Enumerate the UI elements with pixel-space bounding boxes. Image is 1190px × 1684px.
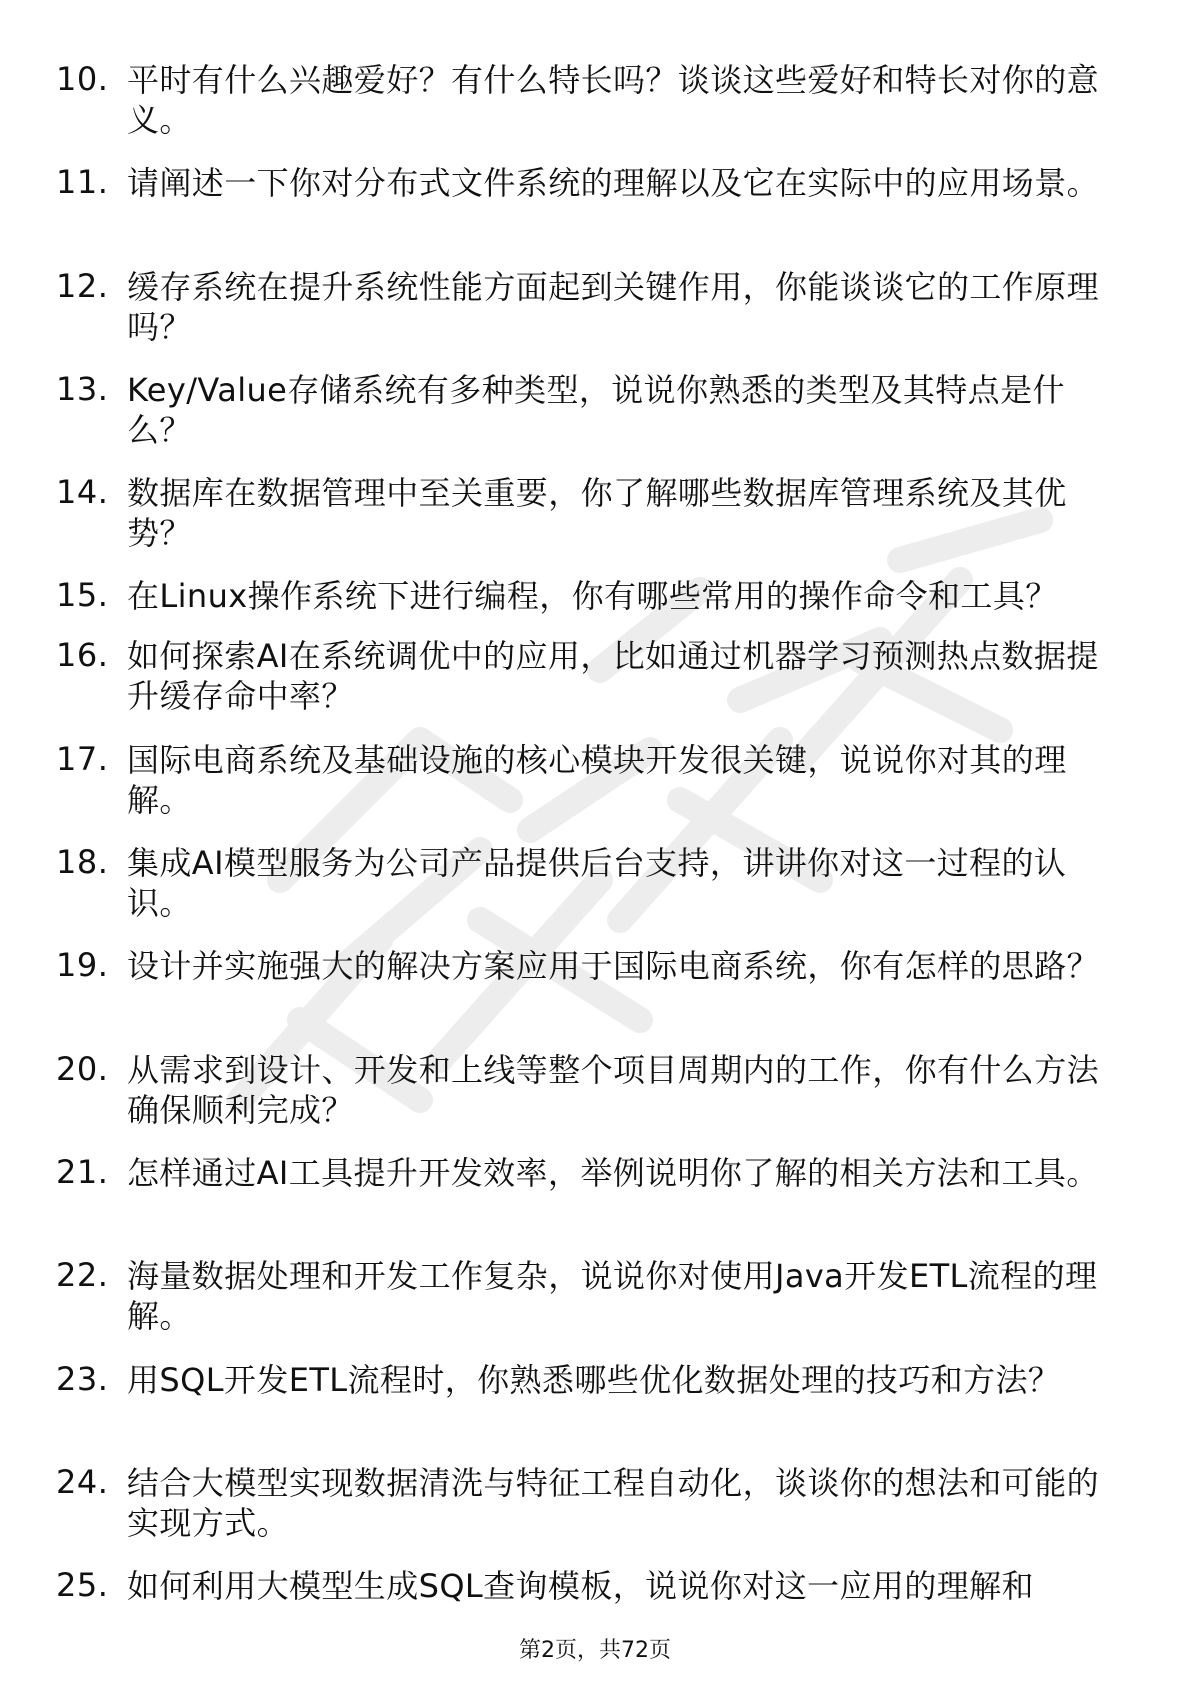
question-list [0,48,1190,1614]
question-text: Key/Value存储系统有多种类型，说说你熟悉的类型及其特点是什么？ [127,370,1065,449]
question-number: 14. [56,473,109,512]
question-item [0,831,1190,934]
question-number: 22. [56,1256,109,1295]
question-item [0,564,1190,624]
question-item [0,255,1190,358]
question-text: 设计并实施强大的解决方案应用于国际电商系统，你有怎样的思路？ [127,947,1100,986]
question-item [0,48,1190,151]
question-item [0,1554,1190,1614]
question-number: 19. [56,946,109,985]
question-text: 从需求到设计、开发和上线等整个项目周期内的工作，你有什么方法确保顺利完成？ [127,1050,1100,1129]
question-number: 23. [56,1359,109,1398]
question-item [0,1141,1190,1244]
question-item [0,1038,1190,1141]
question-item [0,1348,1190,1451]
question-number: 25. [56,1566,109,1605]
question-text: 海量数据处理和开发工作复杂，说说你对使用Java开发ETL流程的理解。 [127,1257,1098,1336]
question-text: 用SQL开发ETL流程时，你熟悉哪些优化数据处理的技巧和方法？ [127,1360,1061,1399]
question-text: 数据库在数据管理中至关重要，你了解哪些数据库管理系统及其优势？ [127,474,1067,553]
question-number: 13. [56,369,109,408]
question-item [0,1451,1190,1554]
question-number: 10. [56,60,109,98]
page-number-footer: 第2页，共72页 [519,1638,671,1663]
question-text: 国际电商系统及基础设施的核心模块开发很关键，说说你对其的理解。 [127,740,1067,819]
question-number: 12. [56,266,109,305]
question-text: 缓存系统在提升系统性能方面起到关键作用，你能谈谈它的工作原理吗？ [127,267,1100,346]
question-item [0,358,1190,461]
question-text: 集成AI模型服务为公司产品提供后台支持，讲讲你对这一过程的认识。 [127,844,1067,923]
question-number: 21. [56,1152,109,1191]
question-number: 16. [56,636,109,675]
question-number: 20. [56,1049,109,1088]
question-item [0,151,1190,254]
question-number: 18. [56,843,109,882]
question-text: 在Linux操作系统下进行编程，你有哪些常用的操作命令和工具？ [127,577,1058,616]
question-item [0,1244,1190,1347]
question-number: 17. [56,739,109,778]
question-text: 如何探索AI在系统调优中的应用，比如通过机器学习预测热点数据提升缓存命中率？ [127,637,1099,716]
question-number: 24. [56,1462,109,1501]
question-text: 如何利用大模型生成SQL查询模板，说说你对这一应用的理解和 [127,1567,1034,1606]
question-item [0,624,1190,727]
question-item [0,934,1190,1037]
question-item [0,461,1190,564]
question-item [0,728,1190,831]
question-text: 结合大模型实现数据清洗与特征工程自动化，谈谈你的想法和可能的实现方式。 [127,1463,1100,1542]
question-text: 怎样通过AI工具提升开发效率，举例说明你了解的相关方法和工具。 [127,1153,1099,1192]
question-number: 15. [56,576,109,615]
question-text: 请阐述一下你对分布式文件系统的理解以及它在实际中的应用场景。 [127,164,1100,203]
question-number: 11. [56,163,109,202]
question-text: 平时有什么兴趣爱好？有什么特长吗？谈谈这些爱好和特长对你的意义。 [127,61,1100,139]
